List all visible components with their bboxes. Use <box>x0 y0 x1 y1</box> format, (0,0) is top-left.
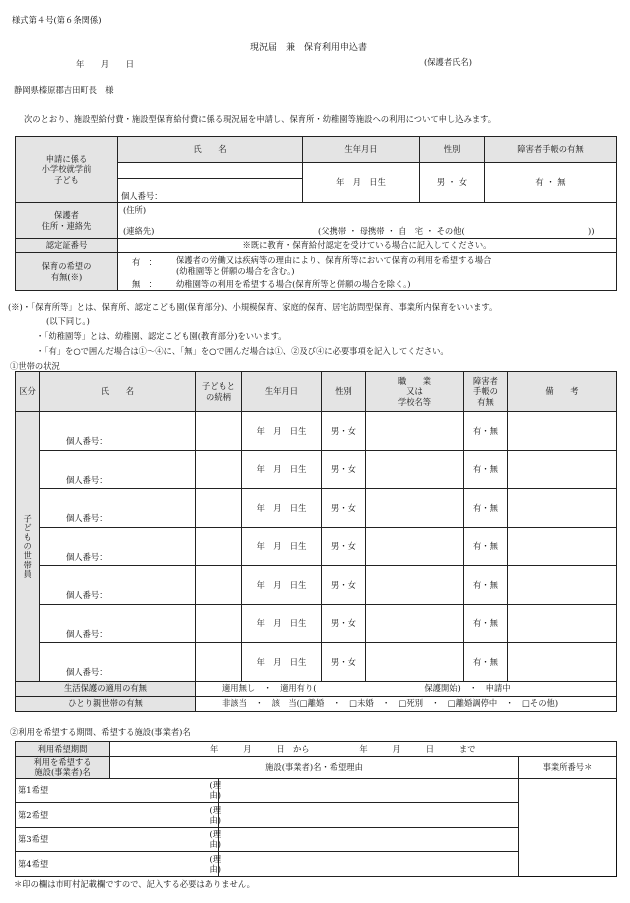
kubun-header: 区分 <box>16 372 40 412</box>
facility-wish-row <box>16 803 617 828</box>
remarks-header: 備 考 <box>508 372 617 412</box>
member-occupation-field[interactable] <box>366 527 464 566</box>
member-remarks-field[interactable] <box>508 450 617 489</box>
household-row <box>16 489 617 528</box>
note-2: ・「幼稚園等」とは、幼稚園、認定こども園(教育部分)をいいます。 <box>36 331 287 341</box>
member-name-field[interactable] <box>40 566 196 605</box>
member-relation-field[interactable] <box>196 566 242 605</box>
member-disability-field[interactable]: 有・無 <box>464 489 508 528</box>
member-remarks-field[interactable] <box>508 489 617 528</box>
member-personal-no: 個人番号： <box>66 551 108 562</box>
member-remarks-field[interactable] <box>508 566 617 605</box>
member-birth-field[interactable]: 年 月 日生 <box>242 489 322 528</box>
childcare-wish-label: 保育の希望の 有無(※) <box>16 253 118 291</box>
single-parent-label: ひとり親世帯の有無 <box>16 696 196 711</box>
member-disability-field[interactable]: 有・無 <box>464 643 508 682</box>
childcare-wish-field[interactable] <box>118 253 617 291</box>
facility-wish-row <box>16 827 617 852</box>
member-name-field[interactable] <box>40 643 196 682</box>
household-row <box>16 643 617 682</box>
member-occupation-field[interactable] <box>366 604 464 643</box>
col-gender-header: 性別 <box>420 137 485 163</box>
single-parent-field[interactable]: 非該当 ・ 該 当(□離婚 ・ □未婚 ・ □死別 ・ □離婚調停中 ・ □その他) <box>196 696 617 711</box>
footer-note: ＊印の欄は市町村記載欄ですので、記入する必要はありません。 <box>14 879 255 889</box>
period-field[interactable]: 年 月 日 から 年 月 日 まで <box>110 742 617 757</box>
wish-office-no-field <box>219 803 519 828</box>
note-1-cont: (以下同じ。) <box>46 316 90 326</box>
member-relation-field[interactable] <box>196 489 242 528</box>
wish-label: 第3希望 <box>16 827 110 852</box>
member-gender-field[interactable]: 男・女 <box>322 604 366 643</box>
certification-field[interactable]: ※既に教育・保育給付認定を受けている場合に記入してください。 <box>118 239 617 253</box>
applicant-child-label: 申請に係る 小学校就学前 子ども <box>16 137 118 203</box>
address-label: (住所) <box>123 205 147 215</box>
household-birth-header: 生年月日 <box>242 372 322 412</box>
member-relation-field[interactable] <box>196 450 242 489</box>
member-occupation-field[interactable] <box>366 489 464 528</box>
facility-wish-row <box>16 778 617 803</box>
member-disability-field[interactable]: 有・無 <box>464 527 508 566</box>
member-personal-no: 個人番号： <box>66 513 108 524</box>
household-section-title: ①世帯の状況 <box>10 361 60 371</box>
col-disability-header: 障害者手帳の有無 <box>485 137 617 163</box>
member-personal-no: 個人番号： <box>66 474 108 485</box>
member-gender-field[interactable]: 男・女 <box>322 527 366 566</box>
child-birth-field[interactable]: 年 月 日生 <box>303 163 420 203</box>
facility-section-title: ②利用を希望する期間、希望する施設(事業者)名 <box>10 727 191 737</box>
member-disability-field[interactable]: 有・無 <box>464 412 508 451</box>
col-birth-header: 生年月日 <box>303 137 420 163</box>
addressee: 静岡県榛原郡吉田町長 様 <box>14 85 114 95</box>
member-remarks-field[interactable] <box>508 527 617 566</box>
child-name-field[interactable] <box>118 163 303 203</box>
wish-label: 第4希望 <box>16 852 110 877</box>
member-gender-field[interactable]: 男・女 <box>322 566 366 605</box>
personal-number-label: 個人番号： <box>121 190 163 201</box>
member-name-field[interactable] <box>40 604 196 643</box>
member-gender-field[interactable]: 男・女 <box>322 450 366 489</box>
intro-text: 次のとおり、施設型給付費・施設型保育給付費に係る現況届を申請し、保育所・幼稚園等施設への利用について申し込みます。 <box>24 114 497 124</box>
phone-types: (父携帯 ・ 母携帯 ・ 自 宅 ・ その他( <box>318 226 465 236</box>
welfare-field[interactable]: 適用無し ・ 適用有り( 保護開始) ・ 申請中 <box>196 681 617 696</box>
facility-side-label: 利用を希望する 施設(事業者)名 <box>16 757 110 779</box>
member-birth-field[interactable]: 年 月 日生 <box>242 566 322 605</box>
child-gender-field[interactable]: 男 ・ 女 <box>420 163 485 203</box>
welfare-label: 生活保護の適用の有無 <box>16 681 196 696</box>
member-gender-field[interactable]: 男・女 <box>322 489 366 528</box>
member-personal-no: 個人番号： <box>66 628 108 639</box>
wish-no-option[interactable]: 無 ： <box>132 279 157 289</box>
certification-label: 認定証番号 <box>16 239 118 253</box>
col-name-header: 氏 名 <box>118 137 303 163</box>
member-relation-field[interactable] <box>196 412 242 451</box>
member-occupation-field[interactable] <box>366 412 464 451</box>
member-name-field[interactable] <box>40 450 196 489</box>
wish-facility-field[interactable]: (理 由) <box>110 803 219 828</box>
facility-col-header: 施設(事業者)名・希望理由 <box>110 757 519 779</box>
member-remarks-field[interactable] <box>508 412 617 451</box>
wish-label: 第1希望 <box>16 778 110 803</box>
household-disability-header: 障害者 手帳の 有無 <box>464 372 508 412</box>
wish-no-text: 幼稚園等の利用を希望する場合(保育所等と併願の場合を除く。) <box>176 279 411 289</box>
note-3: ・「有」を○で囲んだ場合は①～④に、「無」を○で囲んだ場合は①、②及び④に必要事項を記入してください。 <box>36 346 449 356</box>
member-relation-field[interactable] <box>196 643 242 682</box>
member-gender-field[interactable]: 男・女 <box>322 643 366 682</box>
contact-label: (連絡先) <box>123 226 155 236</box>
household-row <box>16 527 617 566</box>
wish-office-no-field <box>219 827 519 852</box>
member-personal-no: 個人番号： <box>66 667 108 678</box>
office-no-header: 事業所番号＊ <box>519 757 617 779</box>
member-personal-no: 個人番号： <box>66 590 108 601</box>
relation-header: 子どもと の続柄 <box>196 372 242 412</box>
facility-table <box>15 741 617 877</box>
member-occupation-field[interactable] <box>366 450 464 489</box>
household-row <box>16 412 617 451</box>
member-disability-field[interactable]: 有・無 <box>464 450 508 489</box>
wish-facility-field[interactable]: (理 由) <box>110 827 219 852</box>
guardian-address-field[interactable] <box>118 203 617 239</box>
member-remarks-field[interactable] <box>508 604 617 643</box>
member-gender-field[interactable]: 男・女 <box>322 412 366 451</box>
wish-yes-text: 保護者の労働又は疾病等の理由により、保育所等において保育の利用を希望する場合 (幼稚園等と併願の場合を含む。) <box>176 255 492 276</box>
page-title: 現況届 兼 保育利用申込書 <box>250 43 368 53</box>
member-relation-field[interactable] <box>196 527 242 566</box>
member-birth-field[interactable]: 年 月 日生 <box>242 643 322 682</box>
phone-close-paren: )) <box>588 226 595 236</box>
date-line: 年 月 日 <box>76 59 135 69</box>
household-gender-header: 性別 <box>322 372 366 412</box>
household-table <box>15 371 617 712</box>
wish-facility-field[interactable]: (理 由) <box>110 852 219 877</box>
member-name-field[interactable] <box>40 489 196 528</box>
wish-office-no-field <box>219 852 519 877</box>
wish-facility-field[interactable]: (理 由) <box>110 778 219 803</box>
member-remarks-field[interactable] <box>508 643 617 682</box>
period-label: 利用希望期間 <box>16 742 110 757</box>
household-side-label: 子どもの世帯員 <box>16 412 40 682</box>
member-disability-field[interactable]: 有・無 <box>464 604 508 643</box>
guardian-label: 保護者 住所・連絡先 <box>16 203 118 239</box>
wish-label: 第2希望 <box>16 803 110 828</box>
member-personal-no: 個人番号： <box>66 436 108 447</box>
member-birth-field[interactable]: 年 月 日生 <box>242 604 322 643</box>
wish-yes-option[interactable]: 有 ： <box>132 257 157 267</box>
facility-wish-row <box>16 852 617 877</box>
member-birth-field[interactable]: 年 月 日生 <box>242 450 322 489</box>
member-occupation-field[interactable] <box>366 566 464 605</box>
member-birth-field[interactable]: 年 月 日生 <box>242 527 322 566</box>
member-disability-field[interactable]: 有・無 <box>464 566 508 605</box>
applicant-table <box>15 136 617 291</box>
member-occupation-field[interactable] <box>366 643 464 682</box>
child-disability-field[interactable]: 有 ・ 無 <box>485 163 617 203</box>
household-name-header: 氏 名 <box>40 372 196 412</box>
member-name-field[interactable] <box>40 412 196 451</box>
guardian-name-label: (保護者氏名) <box>424 57 472 67</box>
member-relation-field[interactable] <box>196 604 242 643</box>
occupation-header: 職 業 又は 学校名等 <box>366 372 464 412</box>
household-row <box>16 450 617 489</box>
note-1: (※)・「保育所等」とは、保育所、認定こども園(保育部分)、小規模保育、家庭的保育、居宅訪問型保育、事業所内保育をいいます。 <box>8 302 498 312</box>
wish-office-no-field <box>219 778 519 803</box>
household-row <box>16 604 617 643</box>
member-name-field[interactable] <box>40 527 196 566</box>
form-number: 様式第４号(第６条関係) <box>12 15 102 25</box>
member-birth-field[interactable]: 年 月 日生 <box>242 412 322 451</box>
household-row <box>16 566 617 605</box>
